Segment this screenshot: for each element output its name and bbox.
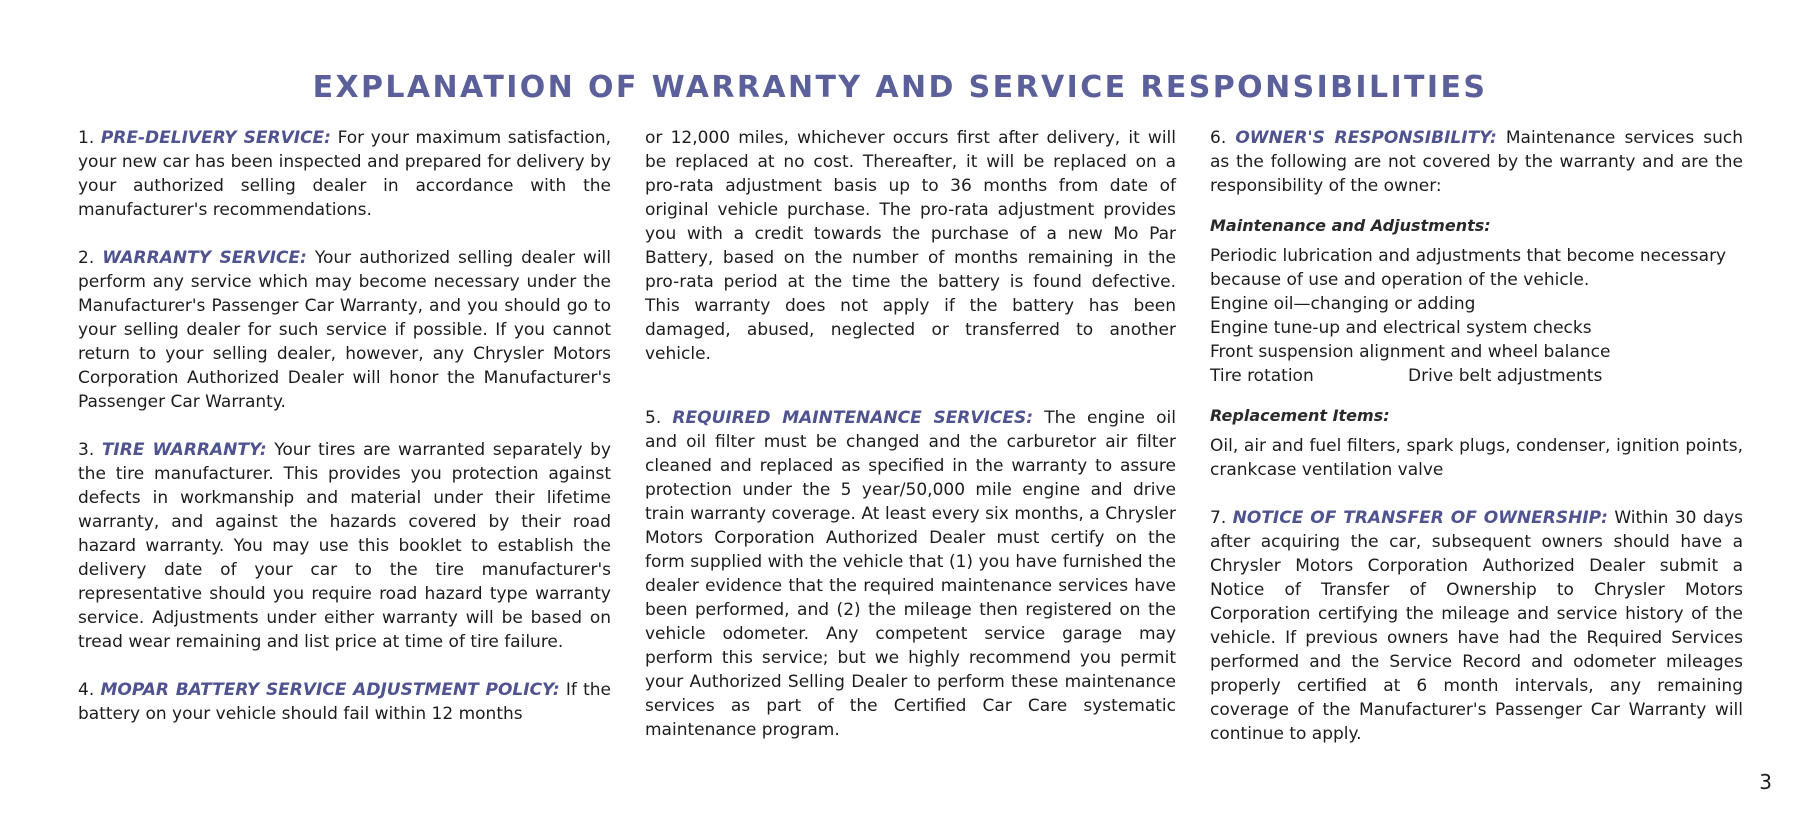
section-text: Within 30 days after acquiring the car, subsequent owners should have a Chrysler Motors Corporation Authorized Dealer submit a Notice of Transfer of Ownership to Chrysler Motors Corporation certifying the mileage and service history of the vehicle. If previous owners have had the Required Services performed and the Service Record and odometer mileages properly certified at 6 month intervals, any remaining coverage of the Manufacturer's Passenger Car Warranty will continue to apply.: [1210, 508, 1743, 744]
section-number: 3.: [78, 440, 95, 460]
replacement-subheading: Replacement Items:: [1210, 406, 1390, 425]
maintenance-item: Drive belt adjustments: [1408, 366, 1603, 386]
maintenance-item: Front suspension alignment and wheel balance: [1210, 342, 1611, 362]
section-tire-warranty: [78, 438, 611, 654]
maintenance-item: Engine oil—changing or adding: [1210, 294, 1476, 314]
section-text: Maintenance services such as the following are not covered by the warranty and are the responsibility of the owner:: [1210, 128, 1744, 196]
section-required-maintenance: [645, 406, 1176, 742]
section-owner-responsibility: [1210, 126, 1743, 198]
section-heading: WARRANTY SERVICE:: [102, 248, 307, 268]
section-heading: PRE-DELIVERY SERVICE:: [100, 128, 331, 148]
section-text: Your authorized selling dealer will perform any service which may become necessary under the Manufacturer's Passenger Car Warranty, and you should go to your selling dealer for such service if possible. If you cannot return to your selling dealer, however, any Chrysler Motors Corporation Authorized Dealer will honor the Manufacturer's Passenger Car Warranty.: [78, 248, 611, 412]
section-number: 4.: [78, 680, 95, 700]
section-heading: REQUIRED MAINTENANCE SERVICES:: [672, 408, 1034, 428]
column-2: [645, 126, 1176, 766]
section-pre-delivery: [78, 126, 611, 222]
section-warranty-service: [78, 246, 611, 414]
column-3: [1210, 126, 1743, 770]
section-battery-policy-continued: [645, 126, 1176, 366]
section-transfer-ownership: [1210, 506, 1743, 746]
column-1: [78, 126, 611, 750]
section-heading: NOTICE OF TRANSFER OF OWNERSHIP:: [1232, 508, 1608, 528]
maintenance-item-row: [1210, 364, 1743, 388]
section-number: 5.: [645, 408, 662, 428]
section-text: For your maximum satisfaction, your new car has been inspected and prepared for delivery by your authorized selling dealer in accordance with the manufacturer's recommendations.: [78, 128, 612, 220]
page-number: 3: [1759, 770, 1772, 794]
page-title: EXPLANATION OF WARRANTY AND SERVICE RESPONSIBILITIES: [312, 70, 1488, 105]
section-number: 2.: [78, 248, 95, 268]
section-heading: OWNER'S RESPONSIBILITY:: [1235, 128, 1497, 148]
maintenance-item: Tire rotation: [1210, 366, 1314, 386]
section-text: or 12,000 miles, whichever occurs first after delivery, it will be replaced at no cost. Thereafter, it will be replaced on a pro-rata adjustment basis up to 36 months from date of original vehicle purchase. The pro-rata adjustment provides you with a credit towards the purchase of a new Mo Par Battery, based on the number of months remaining in the pro-rata period at the time the battery is found defective. This warranty does not apply if the battery has been damaged, abused, neglected or transferred to another vehicle.: [645, 128, 1176, 364]
section-battery-policy: [78, 678, 611, 726]
replacement-items-text: Oil, air and fuel filters, spark plugs, condenser, ignition points, crankcase ventilation valve: [1210, 436, 1743, 480]
maintenance-item: Engine tune-up and electrical system checks: [1210, 318, 1592, 338]
maintenance-subheading: Maintenance and Adjustments:: [1210, 216, 1491, 235]
maintenance-paragraph: Periodic lubrication and adjustments that become necessary because of use and operation of the vehicle.: [1210, 246, 1727, 290]
section-heading: TIRE WARRANTY:: [101, 440, 267, 460]
section-text: If the battery on your vehicle should fail within 12 months: [78, 680, 611, 724]
section-text: Your tires are warranted separately by the tire manufacturer. This provides you protection against defects in workmanship and material under their lifetime warranty, and against the hazards covered by their road hazard warranty. You may use this booklet to establish the delivery date of your car to the tire manufacturer's representative should you require road hazard type warranty service. Adjustments under either warranty will be based on tread wear remaining and list price at time of tire failure.: [78, 440, 611, 652]
section-heading: MOPAR BATTERY SERVICE ADJUSTMENT POLICY:: [100, 680, 560, 700]
section-text: The engine oil and oil filter must be changed and the carburetor air filter cleaned and replaced as specified in the warranty to assure protection under the 5 year/50,000 mile engine and drive train warranty coverage. At least every six months, a Chrysler Motors Corporation Authorized Dealer must certify on the form supplied with the vehicle that (1) you have furnished the dealer evidence that the required maintenance services have been performed, and (2) the mileage then registered on the vehicle odometer. Any competent service garage may perform this service; but we highly recommend you permit your Authorized Selling Dealer to perform these maintenance services as part of the Certified Car Care systematic maintenance program.: [645, 408, 1177, 740]
section-number: 1.: [78, 128, 95, 148]
section-number: 7.: [1210, 508, 1227, 528]
section-number: 6.: [1210, 128, 1227, 148]
